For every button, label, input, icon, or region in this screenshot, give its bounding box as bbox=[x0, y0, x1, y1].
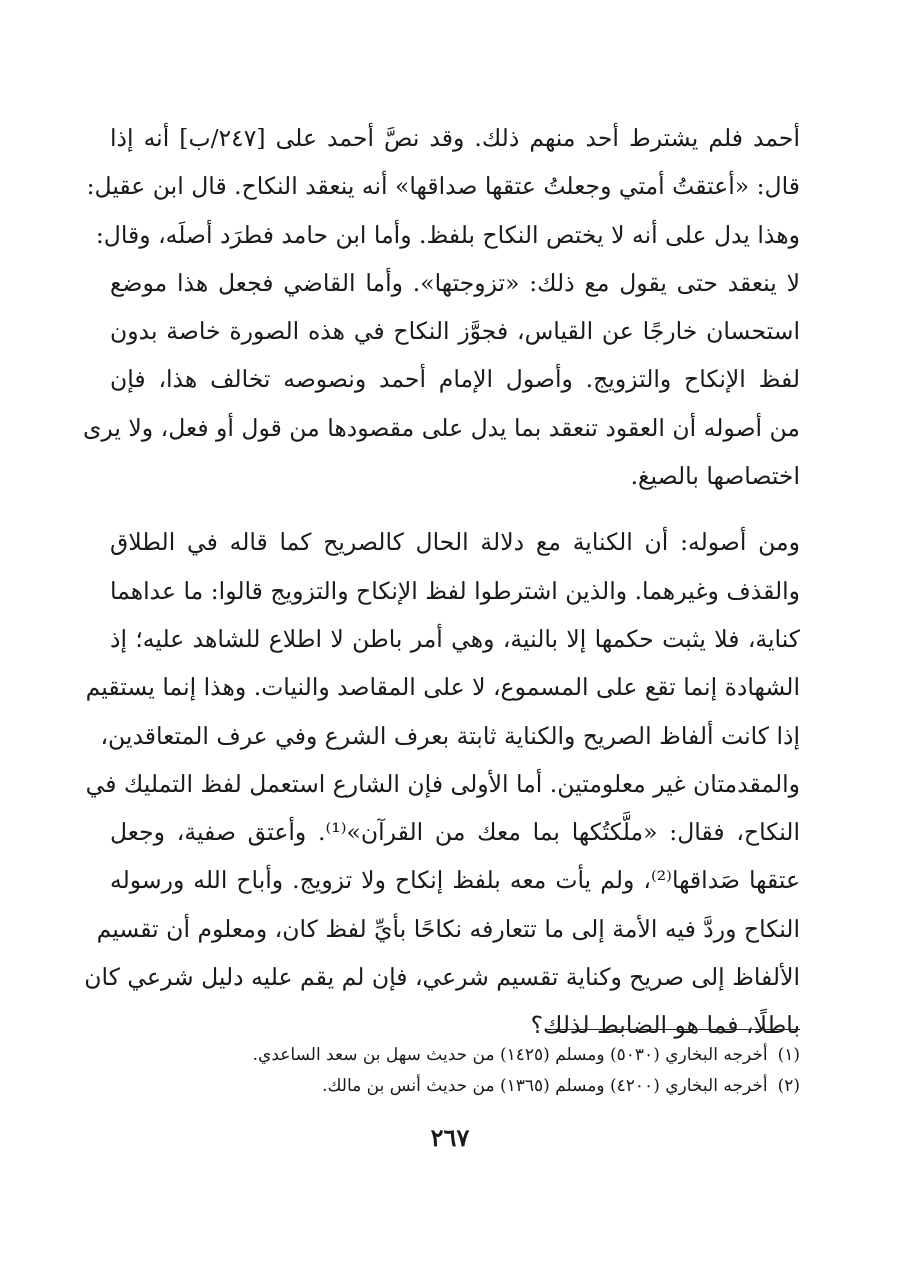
text-line: اختصاصها بالصيغ. bbox=[630, 462, 800, 491]
footnotes bbox=[110, 1040, 800, 1102]
text-line: كناية، فلا يثبت حكمها إلا بالنية، وهي أمر باطن لا اطلاع للشاهد عليه؛ إذ bbox=[110, 624, 800, 653]
text-line: من أصوله أن العقود تنعقد بما يدل على مقصودها من قول أو فعل، ولا يرى bbox=[83, 413, 800, 442]
footnote-2 bbox=[110, 1071, 800, 1102]
paragraph-2 bbox=[84, 518, 800, 1049]
footnote-divider bbox=[545, 1029, 800, 1030]
text-line: استحسان خارجًا عن القياس، فجوَّز النكاح في هذه الصورة خاصة بدون bbox=[110, 317, 800, 346]
text-line: إذا كانت ألفاظ الصريح والكناية ثابتة بعرف الشرع وفي عرف المتعاقدين، bbox=[100, 721, 800, 750]
text-line: لا ينعقد حتى يقول مع ذلك: «تزوجتها». وأما القاضي فجعل هذا موضع bbox=[110, 268, 800, 297]
text-line: والقذف وغيرهما. والذين اشترطوا لفظ الإنكاح والتزويج قالوا: ما عداهما bbox=[110, 576, 800, 605]
text-line: عتقها صَداقها⁽²⁾، ولم يأت معه بلفظ إنكاح ولا تزويج. وأباح الله ورسوله bbox=[110, 866, 800, 895]
text-line: والمقدمتان غير معلومتين. أما الأولى فإن الشارع استعمل لفظ التمليك في bbox=[85, 769, 800, 798]
text-line: الألفاظ إلى صريح وكناية تقسيم شرعي، فإن لم يقم عليه دليل شرعي كان bbox=[84, 963, 800, 992]
text-line: النكاح وردَّ فيه الأمة إلى ما تتعارفه نكاحًا بأيِّ لفظ كان، ومعلوم أن تقسيم bbox=[96, 914, 800, 943]
page-number: ٢٦٧ bbox=[430, 1123, 470, 1152]
text-line: لفظ الإنكاح والتزويج. وأصول الإمام أحمد ونصوصه تخالف هذا، فإن bbox=[110, 365, 800, 394]
text-line: أحمد فلم يشترط أحد منهم ذلك. وقد نصَّ أحمد على [٢٤٧/ب] أنه إذا bbox=[110, 124, 800, 152]
footnote-text: أخرجه البخاري (٥٠٣٠) ومسلم (١٤٢٥) من حديث سهل بن سعد الساعدي. bbox=[252, 1045, 768, 1065]
footnote-text: أخرجه البخاري (٤٢٠٠) ومسلم (١٣٦٥) من حديث أنس بن مالك. bbox=[322, 1076, 768, 1096]
footnote-number: (١) bbox=[777, 1045, 800, 1065]
paragraph-1 bbox=[83, 114, 800, 500]
footnote-number: (٢) bbox=[777, 1076, 800, 1096]
text-line: ومن أصوله: أن الكناية مع دلالة الحال كالصريح كما قاله في الطلاق bbox=[110, 528, 800, 557]
main-text bbox=[83, 114, 800, 1050]
text-line: وهذا يدل على أنه لا يختص النكاح بلفظ. وأما ابن حامد فطرَد أصلَه، وقال: bbox=[95, 220, 800, 249]
text-line: باطلًا، فما هو الضابط لذلك؟ bbox=[530, 1011, 800, 1040]
text-line: الشهادة إنما تقع على المسموع، لا على المقاصد والنيات. وهذا إنما يستقيم bbox=[85, 673, 800, 702]
footnote-1 bbox=[110, 1040, 800, 1071]
text-line: قال: «أعتقتُ أمتي وجعلتُ عتقها صداقها» أنه ينعقد النكاح. قال ابن عقيل: bbox=[86, 172, 800, 201]
text-line: النكاح، فقال: «ملَّكتُكها بما معك من القرآن»⁽¹⁾. وأعتق صفية، وجعل bbox=[110, 818, 800, 847]
